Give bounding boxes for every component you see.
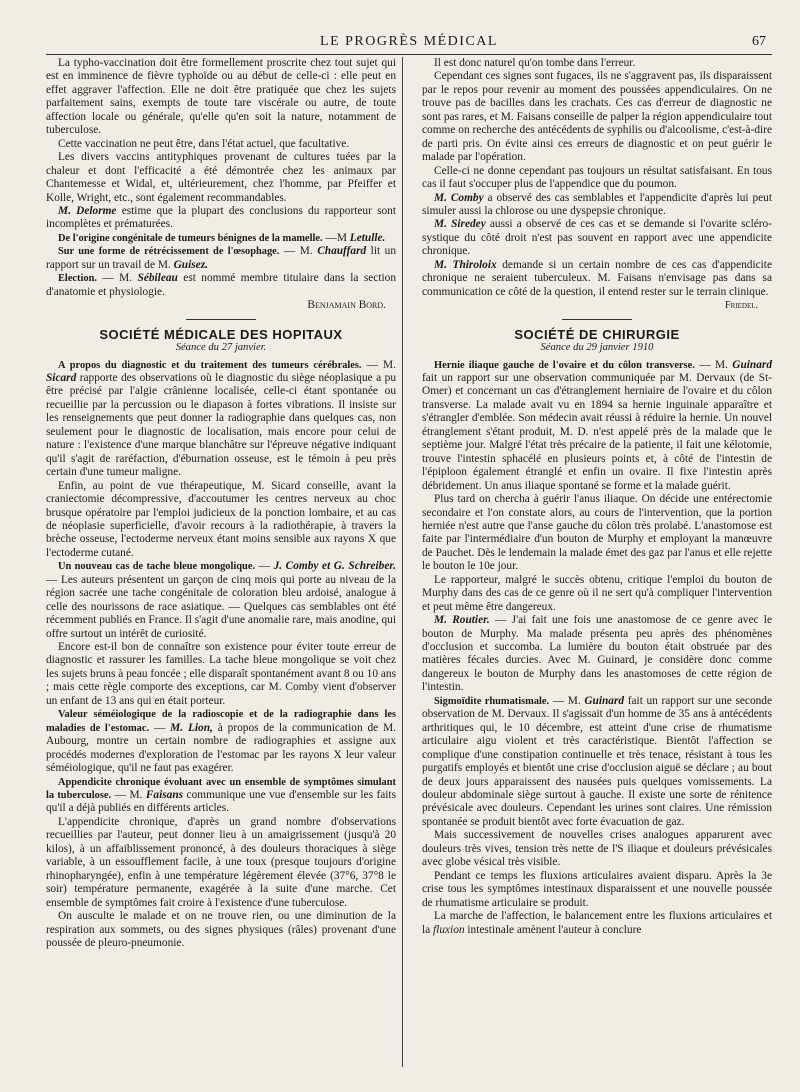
separator: — M.: [96, 272, 138, 285]
paragraph-text: fait un rapport sur une seconde observation de M. Dervaux. Il s'agissait d'un homme de 35 ans à antécédents arthritiques qui, le 10 décembre, est atteint d'une crise de rhumatisme articulaire aigu violent et très caractéristique. Bientôt l'affection se complique d'une constipation continuelle et très tenace, résistant à tous les purgatifs employés et bientôt une crise d'occlusion aiguë se déclare ; au bout de deux jours apparaissent des nausées puis quelques vomissements. La douleur abdominale siège surtout à gauche. Il existe une sorte de rénitence prévésicale avec douleurs. Cependant les urines sont claires. Une rémission spontanée se produit bientôt avec forte évacuation de gaz.: [422, 694, 772, 828]
speaker-name: M. Lion,: [170, 721, 213, 734]
speaker-name: Guinard: [584, 694, 625, 707]
right-column: [422, 57, 772, 950]
paragraph: Le rapporteur, malgré le succès obtenu, critique l'emploi du bouton de Murphy dans des cas de ce genre où il ne sert qu'à compliquer l'intervention et peut même être dangereux.: [422, 573, 772, 613]
topic-title: Sigmoïdite rhumatismale.: [434, 695, 550, 707]
topic-title: A propos du diagnostic et du traitement des tumeurs cérébrales.: [58, 359, 362, 371]
paragraph: Les divers vaccins antityphiques provenant de cultures tuées par la chaleur et dont l'efficacité a été démontrée chez les animaux par Chantemesse et Widal, et, ultérieurement, chez l'homme, par Pfeiffer et Kolle, Wright, etc., sont également recommandables.: [46, 151, 396, 204]
speaker-name: M. Routier.: [434, 614, 490, 627]
topic-title: De l'origine congénitale de tumeurs bénignes de la mamelle.: [58, 232, 323, 244]
topic-title: Valeur séméiologique de la radioscopie et de la radiographie dans les maladies de l'estomac.: [46, 709, 396, 734]
section-rule: [562, 319, 632, 320]
left-column: [46, 57, 396, 950]
separator: — M.: [549, 694, 585, 707]
emphasis: fluxion: [433, 923, 465, 936]
paragraph: [46, 205, 396, 232]
paragraph: [422, 192, 772, 219]
section-title: SOCIÉTÉ DE CHIRURGIE: [514, 326, 680, 342]
speaker-name: Chauffard: [317, 245, 367, 258]
paragraph: [46, 272, 396, 312]
session-date: Séance du 29 janvier 1910: [540, 342, 654, 354]
speaker-name: M. Delorme: [58, 204, 117, 217]
topic-title: Election.: [58, 273, 97, 285]
separator: —: [255, 560, 274, 573]
paragraph: Encore est-il bon de connaître son existence pour éviter toute erreur de diagnostic et rassurer les familles. La tache bleue mongolique se voit chez les sujets bruns à peau foncée ; elle disparaît spontanément avant 8 ou 10 ans ; mais cette règle comporte des exceptions, car M. Comby vient d'observer un enfant de 13 ans qui en était porteur.: [46, 641, 396, 707]
paragraph-text: lit un rapport sur un travail de M.: [46, 245, 396, 271]
speaker-name: Guinard: [732, 358, 772, 371]
column-divider: [402, 57, 403, 1067]
paragraph: [422, 218, 772, 258]
author-signature: Benjamain Bord.: [307, 299, 386, 312]
speaker-name: M. Siredey: [434, 218, 486, 231]
paragraph-text: demande si un certain nombre de ces cas d'appendicite chronique ne seraient tuberculeux. M. Faisans n'envisage pas dans sa communication ce côté de la question, il entend rester sur le terrain clinique.: [422, 258, 772, 298]
paragraph-text: estime que la plupart des conclusions du rapporteur sont incomplètes et prématurées.: [46, 204, 396, 231]
section-title: SOCIÉTÉ MÉDICALE DES HOPITAUX: [99, 326, 343, 342]
paragraph: [422, 614, 772, 695]
topic-title: Sur une forme de rétrécissement de l'œsophage.: [58, 246, 280, 258]
speaker-name: M. Comby: [434, 191, 484, 204]
journal-title: LE PROGRÈS MÉDICAL: [320, 34, 498, 49]
paragraph-text: La marche de l'affection, le balancement entre les fluxions articulaires et la: [422, 910, 772, 936]
topic-title: Un nouveau cas de tache bleue mongolique.: [58, 561, 256, 573]
paragraph-text: fait un rapport sur une observation communiquée par M. Dervaux (de St-Omer) et concernant un cas d'étranglement herniaire de l'ovaire et du côlon transverse. La malade avait vu en 1894 sa hernie inguinale apparaître et s'étrangler d'emblée. Son médecin avait réussi à réduire la hernie. Un nouvel étranglement s'étant produit, M. D. n'est appelé près de la malade que le septième jour. Malgré l'état très précaire de la patiente, il fait une kélotomie, trouve l'intestin sphacélé en plusieurs points et, à côté de l'intestin de l'épiploon également étranglé et enfin un ovaire. Il fixe l'intestin après débridement. Un anus iliaque spontané se forme et la malade guérit.: [422, 371, 772, 492]
paragraph-text: — J'ai fait une fois une anastomose de ce genre avec le bouton de Murphy. Ma malade présenta peu après des phénomènes d'occlusion et succomba. La lumière du bouton était obstruée par des matières fécales durcies. Avec M. Guinard, je considère donc comme dangereux le bouton de Murphy dans les anastomoses de cette région de l'intestin.: [422, 614, 772, 694]
paragraph: [46, 232, 396, 245]
paragraph-text: à propos de la communication de M. Aubourg, montre un certain nombre de radiographies et assigne aux procédés modernes d'exploration de l'estomac par les rayons X leur valeur séméiologique, qu'il ne faut pas exagérer.: [46, 721, 397, 775]
paragraph: [46, 245, 396, 272]
paragraph-text: rapporte des observations où le diagnostic du siège néoplasique a pu être précisé par l'algie crânienne localisée, celle-ci étant spontanée ou recueillie par la percussion ou le diapason à fortes vibrations. Il insiste sur les renseignements que peut donner la radiographie dans quelques cas, non seulement pour le diagnostic de localisation, mais encore pour celui de nature : l'existence d'une marque blanchâtre sur l'épreuve négative indiquant qu'il s'agit de raréfaction, d'éburnation osseuse, est le témoin à peu près certain d'une tumeur maligne.: [46, 371, 396, 479]
two-column-body: [46, 57, 772, 950]
separator: —M: [322, 231, 350, 244]
paragraph: L'appendicite chronique, d'après un grand nombre d'observations recueillies par l'auteur, peut donner lieu à un amaigrissement (jusqu'à 20 kilos), à un affaiblissement prononcé, à des douleurs thoraciques à siège variable, à un essoufflement facile, à une toux (presque toujours d'origine rhinopharyngée), enfin à une température légèrement élevée (37°6, 37°8 le soir) température permanente, exagérée à la suite d'une marche. Cet ensemble de symptômes fait croire à l'existence d'une tuberculose.: [46, 815, 396, 909]
paragraph-text: — Les auteurs présentent un garçon de cinq mois qui porte au niveau de la région sacrée une tache congénitale de coloration bleu ardoisé, analogue à celle des nourissons de race asiatique. — Quelques cas semblables ont été récemment publiés en France. Il s'agit d'une anomalie rare, mais anodine, qui offre surtout un intérêt de curiosité.: [46, 573, 396, 640]
separator: — M.: [694, 358, 733, 371]
topic-title: Hernie iliaque gauche de l'ovaire et du côlon transverse.: [434, 359, 695, 371]
paragraph: Cette vaccination ne peut être, dans l'état actuel, que facultative.: [58, 137, 350, 150]
paragraph: [46, 708, 396, 775]
paragraph-text: communique une vue d'ensemble sur les faits qu'il a déjà publiés en différents articles.: [46, 789, 397, 815]
speaker-name: Letulle.: [349, 231, 386, 244]
speaker-name: M. Thiroloix: [434, 258, 497, 271]
separator: — M.: [111, 789, 146, 802]
paragraph: Il est donc naturel qu'on tombe dans l'erreur.: [434, 57, 636, 69]
running-header: [46, 28, 772, 55]
paragraph: [46, 359, 396, 480]
topic-title: Appendicite chronique évoluant avec un ensemble de symptômes simulant la tuberculose.: [46, 776, 396, 802]
paragraph: Cependant ces signes sont fugaces, ils ne s'aggravent pas, ils disparaissent par le repos pour revenir au moment des poussées appendiculaires. On ne trouve pas de bacilles dans les crachats. Ces cas d'erreur de diagnostic ne sont pas rares, et M. Faisans conseille de palper la région appendiculaire tout comme on recherche des antécédents de syphilis ou d'alcoolisme, c'est-à-dire de parti pris. On évite ainsi ces erreurs de diagnostic et on peut guérir le malade par l'opération.: [422, 70, 772, 164]
separator: — M.: [361, 358, 396, 371]
paragraph: [422, 695, 772, 830]
paragraph: Pendant ce temps les fluxions articulaires avaient disparu. Après la 3e crise tous les symptômes intestinaux disparaissent et une nouvelle poussée de rhumatisme articulaire se produit.: [422, 869, 772, 909]
paragraph: [422, 910, 772, 937]
page-number: 67: [752, 34, 766, 49]
paragraph: On ausculte le malade et on ne trouve rien, ou une diminution de la respiration aux sommets, ou des signes physiques (râles) provenant d'une poussée de pleuro-pneumonie.: [46, 910, 396, 949]
speaker-name: Sicard: [46, 371, 77, 384]
paragraph-text: aussi a observé de ces cas et se demande si l'ovarite scléro-systique du côté droit n'est pas souvent en rapport avec une appendicite chronique.: [422, 218, 772, 258]
paragraph-text: intestinale amènent l'auteur à conclure: [464, 923, 642, 936]
paragraph: Mais successivement de nouvelles crises analogues apparurent avec douleurs très vives, tension très nette de l'S iliaque et douleurs prévésicales avec globe vésical très visible.: [422, 829, 772, 869]
paragraph-text: a observé des cas semblables et l'appendicite d'après lui peut simuler aussi la chlorose ou une dyspepsie chronique.: [422, 191, 772, 217]
section-rule: [186, 319, 256, 320]
separator: — M.: [279, 245, 318, 258]
separator: —: [149, 721, 171, 734]
paragraph: Celle-ci ne donne cependant pas toujours un résultat satisfaisant. En tous cas il faut s'occuper plus de l'appendice que du poumon.: [422, 164, 772, 191]
author-signature: Friedel.: [725, 300, 758, 312]
paragraph: [46, 560, 396, 641]
paragraph: Enfin, au point de vue thérapeutique, M. Sicard conseille, avant la craniectomie décompressive, d'accoutumer les centres nerveux au choc brusque opératoire par l'emploi judicieux de la ponction lombaire, et au cas de néoplasie superficielle, d'avoir recours à la radiothérapie, à travers la brèche osseuse, l'ectoderme nerveux étant moins sensible aux rayons X que l'ectoderme cutané.: [46, 479, 396, 559]
paragraph: Plus tard on chercha à guérir l'anus iliaque. On décide une entérectomie secondaire et l'on constate alors, au cours de l'intervention, que la portion herniée n'est autre que l'anse gauche du côlon très prolabé. L'anastomose est faite par l'intermédiaire d'un bouton de Murphy et employant la manœuvre de Pauchet. Dès le lendemain la malade émet des gaz par l'anus et elle rejette le bouton le 10e jour.: [422, 493, 772, 573]
paragraph: [422, 259, 772, 299]
session-date: Séance du 27 janvier.: [175, 342, 267, 354]
speaker-name: Sébileau: [137, 272, 178, 285]
speaker-name: Faisans: [145, 789, 184, 802]
speaker-name: Guisez.: [173, 258, 208, 271]
paragraph: La typho-vaccination doit être formellement proscrite chez tout sujet qui est en imminence de fièvre typhoïde ou au début de celle-ci : elle peut en effet aggraver l'affection. Elle ne doit être pratiquée que chez les sujets parfaitement sains, exempts de toute tare viscérale ou autre, de toute affection locale ou générale, qu'elle qu'en soit la nature, notamment de tuberculose.: [46, 57, 396, 137]
speaker-name: J. Comby et G. Schreiber.: [273, 560, 397, 573]
paragraph-text: est nommé membre titulaire dans la section d'anatomie et physiologie.: [46, 272, 396, 298]
paragraph: [422, 359, 772, 494]
paragraph: [46, 776, 396, 816]
